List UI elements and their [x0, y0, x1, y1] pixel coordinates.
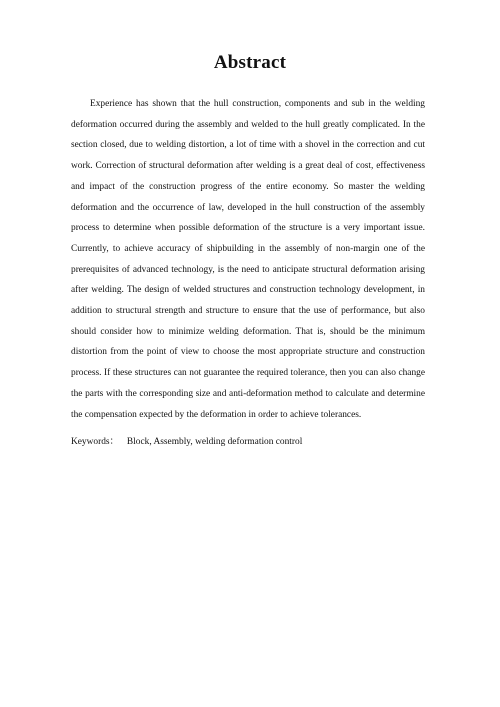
keywords-line: [71, 435, 431, 449]
keywords-value: Block, Assembly, welding deformation control: [126, 437, 303, 447]
keywords-label: Keywords：: [71, 437, 119, 447]
abstract-paragraph: Experience has shown that the hull construction, components and sub in the welding deformation occurred during the assembly and welded to the hull greatly complicated. In the section closed, due to welding distortion, a lot of time with a shovel in the correction and cut work. Correction of structural deformation after welding is a great deal of cost, effectiveness and impact of the construction progress of the entire economy. So master the welding deformation and the occurrence of law, developed in the hull construction of the assembly process to determine when possible deformation of the structure is a very important issue. Currently, to achieve accuracy of shipbuilding in the assembly of non-margin one of the prerequisites of advanced technology, is the need to anticipate structural deformation arising after welding. The design of welded structures and construction technology development, in addition to structural strength and structure to ensure that the use of performance, but also should consider how to minimize welding deformation. That is, should be the minimum distortion from the point of view to choose the most appropriate structure and construction process. If these structures can not guarantee the required tolerance, then you can also change the parts with the corresponding size and anti-deformation method to calculate and determine the compensation expected by the deformation in order to achieve tolerances.: [71, 99, 425, 420]
page-title: Abstract: [213, 52, 287, 73]
